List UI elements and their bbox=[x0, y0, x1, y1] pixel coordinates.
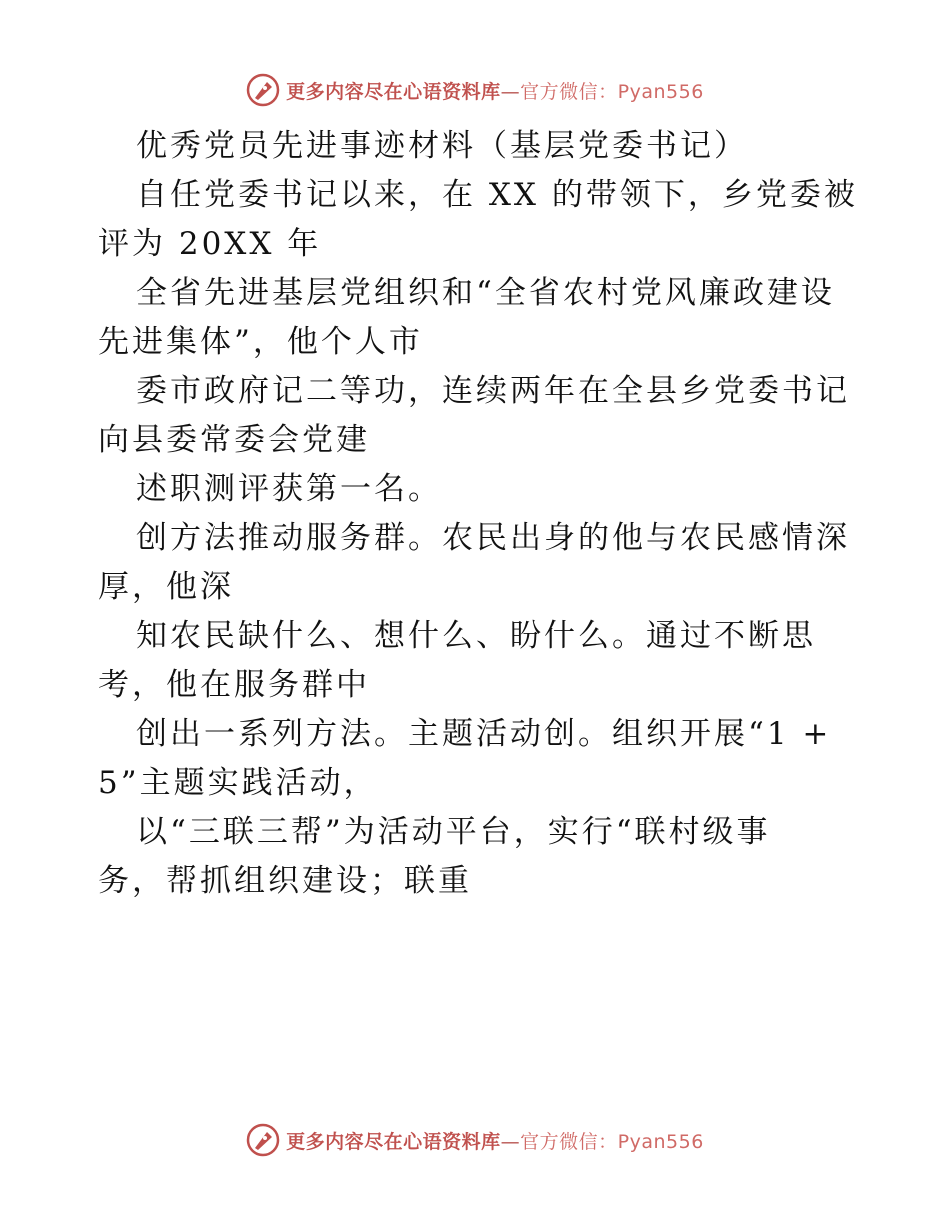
watermark-main-text: 更多内容尽在心语资料库 bbox=[286, 1130, 501, 1153]
paragraph-line: 考，他在服务群中 bbox=[98, 667, 370, 703]
footer-watermark bbox=[0, 1120, 950, 1160]
paragraph-line: 创方法推动服务群。农民出身的他与农民感情深 bbox=[136, 520, 850, 556]
paragraph-line: 知农民缺什么、想什么、盼什么。通过不断思 bbox=[136, 618, 816, 654]
document-body bbox=[98, 122, 868, 906]
paragraph-line: 厚，他深 bbox=[98, 569, 234, 605]
watermark-separator: — bbox=[500, 80, 521, 103]
paragraph-line: 5”主题实践活动， bbox=[98, 765, 378, 801]
paragraph-line: 自任党委书记以来，在 XX 的带领下，乡党委被 bbox=[136, 177, 858, 213]
watermark-main-text: 更多内容尽在心语资料库 bbox=[286, 80, 501, 103]
paragraph-line: 评为 20XX 年 bbox=[98, 226, 322, 262]
paragraph-line: 以“三联三帮”为活动平台，实行“联村级事 bbox=[136, 814, 771, 850]
paragraph-line: 全省先进基层党组织和“全省农村党风廉政建设 bbox=[136, 275, 835, 311]
watermark-text bbox=[286, 1127, 704, 1154]
paragraph-line: 述职测评获第一名。 bbox=[136, 471, 442, 507]
watermark-wechat: 官方微信：Pyan556 bbox=[520, 80, 704, 103]
paragraph-line: 委市政府记二等功，连续两年在全县乡党委书记 bbox=[136, 373, 850, 409]
watermark-wechat: 官方微信：Pyan556 bbox=[520, 1130, 704, 1153]
document-title: 优秀党员先进事迹材料（基层党委书记） bbox=[136, 128, 748, 164]
watermark-text bbox=[286, 77, 704, 104]
watermark-separator: — bbox=[500, 1130, 521, 1153]
paragraph-line: 创出一系列方法。主题活动创。组织开展“1 + bbox=[136, 716, 832, 752]
pen-nib-logo-icon bbox=[246, 1123, 280, 1157]
header-watermark bbox=[0, 70, 950, 110]
pen-nib-logo-icon bbox=[246, 73, 280, 107]
paragraph-line: 向县委常委会党建 bbox=[98, 422, 370, 458]
paragraph-line: 务，帮抓组织建设；联重 bbox=[98, 863, 472, 899]
paragraph-line: 先进集体”，他个人市 bbox=[98, 324, 423, 360]
